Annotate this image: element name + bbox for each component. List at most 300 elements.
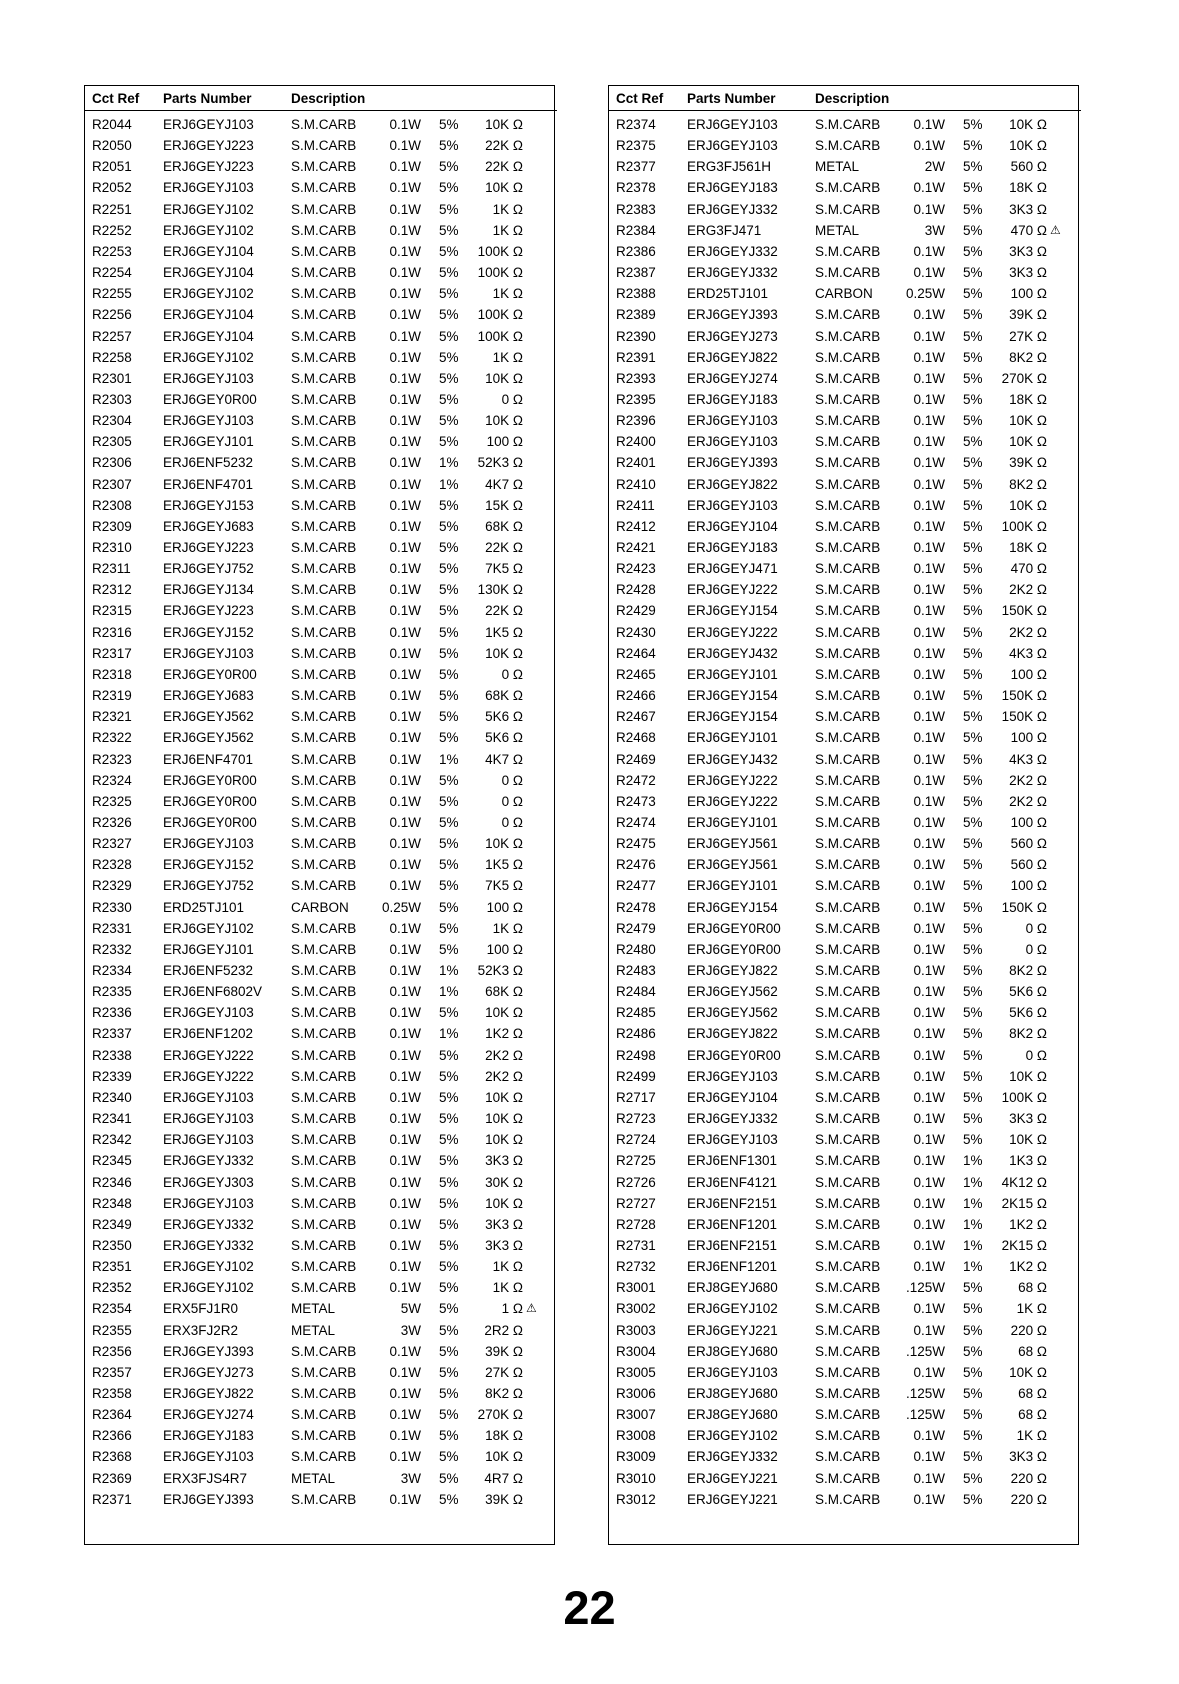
cct-ref-cell: R2326 xyxy=(92,814,132,830)
tolerance-cell: 1% xyxy=(963,1259,983,1275)
parts-number-cell: ERG3FJ471 xyxy=(687,222,762,238)
wattage-cell: 0.1W xyxy=(913,117,945,132)
value-cell: 10K Ω xyxy=(1009,413,1047,429)
tolerance-cell: 5% xyxy=(963,497,983,513)
parts-number-cell: ERJ6GEY0R00 xyxy=(163,814,257,830)
wattage-cell: 0.1W xyxy=(389,243,421,259)
tolerance-cell: 5% xyxy=(439,1089,459,1105)
parts-number-cell: ERJ6ENF5232 xyxy=(163,963,254,978)
tolerance-cell: 5% xyxy=(439,857,459,873)
cct-ref-cell: R2321 xyxy=(92,709,132,725)
description-cell: S.M.CARB xyxy=(815,1428,881,1444)
tolerance-cell: 5% xyxy=(439,518,459,534)
value-cell: 10K Ω xyxy=(1009,1364,1047,1380)
tolerance-cell: 5% xyxy=(963,159,983,175)
table-row xyxy=(85,516,554,537)
description-cell: S.M.CARB xyxy=(291,582,357,598)
cct-ref-cell: R2342 xyxy=(92,1132,132,1148)
tolerance-cell: 5% xyxy=(439,920,459,936)
value-cell: 150K Ω xyxy=(1001,688,1047,704)
tolerance-cell: 5% xyxy=(439,793,459,809)
table-row xyxy=(85,1214,554,1235)
value-cell: 4K7 Ω xyxy=(485,476,523,492)
cct-ref-cell: R2375 xyxy=(616,138,656,154)
tolerance-cell: 5% xyxy=(963,793,983,809)
tolerance-cell: 5% xyxy=(963,899,983,915)
wattage-cell: 0.1W xyxy=(389,201,421,217)
cct-ref-cell: R2391 xyxy=(616,349,656,365)
header-cct-ref: Cct Ref xyxy=(92,91,140,106)
description-cell: S.M.CARB xyxy=(291,180,357,196)
parts-number-cell: ERJ6ENF2151 xyxy=(687,1237,778,1253)
parts-number-cell: ERJ6GEY0R00 xyxy=(687,1047,781,1063)
parts-number-cell: ERJ6GEYJ101 xyxy=(687,730,778,746)
table-row xyxy=(609,600,1078,621)
value-cell: 8K2 Ω xyxy=(1009,349,1047,365)
value-cell: 1 Ω xyxy=(501,1301,523,1317)
parts-number-cell: ERJ6GEYJ822 xyxy=(687,963,778,978)
wattage-cell: 0.1W xyxy=(913,1428,945,1444)
tolerance-cell: 5% xyxy=(439,328,459,344)
parts-number-cell: ERJ6GEYJ103 xyxy=(163,117,254,132)
description-cell: S.M.CARB xyxy=(815,941,881,957)
description-cell: S.M.CARB xyxy=(815,899,881,915)
description-cell: METAL xyxy=(291,1470,336,1486)
description-cell: S.M.CARB xyxy=(815,1491,881,1507)
table-row xyxy=(85,1045,554,1066)
cct-ref-cell: R2467 xyxy=(616,709,656,725)
value-cell: 100 Ω xyxy=(486,899,523,915)
parts-number-cell: ERJ6GEYJ154 xyxy=(687,688,778,704)
tolerance-cell: 5% xyxy=(963,180,983,196)
cct-ref-cell: R2726 xyxy=(616,1174,656,1190)
value-cell: 10K Ω xyxy=(1009,138,1047,154)
tolerance-cell: 5% xyxy=(963,1068,983,1084)
table-row xyxy=(85,812,554,833)
cct-ref-cell: R2464 xyxy=(616,645,656,661)
table-row xyxy=(609,1172,1078,1193)
description-cell: S.M.CARB xyxy=(291,1449,357,1465)
table-row xyxy=(609,981,1078,1002)
tolerance-cell: 5% xyxy=(439,709,459,725)
wattage-cell: 0.1W xyxy=(913,1237,945,1253)
tolerance-cell: 5% xyxy=(439,645,459,661)
parts-number-cell: ERJ6GEYJ221 xyxy=(687,1470,778,1486)
wattage-cell: 0.1W xyxy=(913,1216,945,1232)
cct-ref-cell: R2355 xyxy=(92,1322,132,1338)
parts-number-cell: ERJ6ENF1201 xyxy=(687,1259,778,1275)
tolerance-cell: 5% xyxy=(963,1111,983,1127)
value-cell: 3K3 Ω xyxy=(1009,1449,1047,1465)
parts-number-cell: ERJ6ENF1201 xyxy=(687,1216,778,1232)
cct-ref-cell: R3003 xyxy=(616,1322,656,1338)
description-cell: S.M.CARB xyxy=(815,370,881,386)
cct-ref-cell: R2483 xyxy=(616,963,656,978)
tolerance-cell: 5% xyxy=(439,1195,459,1211)
wattage-cell: 0.1W xyxy=(913,540,945,555)
parts-number-cell: ERJ6GEYJ103 xyxy=(163,1089,254,1105)
table-row xyxy=(85,749,554,770)
cct-ref-cell: R2479 xyxy=(616,920,656,936)
description-cell: S.M.CARB xyxy=(291,688,357,704)
parts-number-cell: ERJ6GEYJ222 xyxy=(687,793,778,809)
tolerance-cell: 5% xyxy=(963,645,983,661)
table-row xyxy=(609,770,1078,791)
safety-warning-icon: ⚠ xyxy=(1050,222,1061,237)
wattage-cell: 0.1W xyxy=(389,688,421,704)
wattage-cell: 0.1W xyxy=(389,391,421,407)
value-cell: 1K Ω xyxy=(492,286,523,302)
value-cell: 5K6 Ω xyxy=(485,730,523,746)
value-cell: 0 Ω xyxy=(1025,920,1047,936)
parts-number-cell: ERJ6GEY0R00 xyxy=(163,391,257,407)
safety-warning-icon: ⚠ xyxy=(526,1301,537,1316)
description-cell: METAL xyxy=(291,1322,336,1338)
wattage-cell: 0.1W xyxy=(389,518,421,534)
parts-number-cell: ERJ6GEYJ103 xyxy=(687,1132,778,1148)
value-cell: 22K Ω xyxy=(485,138,523,154)
description-cell: S.M.CARB xyxy=(815,1470,881,1486)
cct-ref-cell: R2374 xyxy=(616,117,656,132)
table-row xyxy=(609,791,1078,812)
description-cell: S.M.CARB xyxy=(291,836,357,852)
cct-ref-cell: R2329 xyxy=(92,878,132,894)
wattage-cell: 0.1W xyxy=(389,307,421,323)
parts-number-cell: ERJ6GEYJ101 xyxy=(687,878,778,894)
cct-ref-cell: R2388 xyxy=(616,286,656,302)
tolerance-cell: 5% xyxy=(439,1216,459,1232)
wattage-cell: 0.1W xyxy=(389,1407,421,1423)
value-cell: 2K15 Ω xyxy=(1001,1195,1047,1211)
description-cell: S.M.CARB xyxy=(815,391,881,407)
parts-table-left xyxy=(84,85,555,1545)
description-cell: S.M.CARB xyxy=(291,1089,357,1105)
parts-number-cell: ERJ6ENF6802V xyxy=(163,984,263,1000)
wattage-cell: 2W xyxy=(924,159,945,175)
cct-ref-cell: R2396 xyxy=(616,413,656,429)
value-cell: 1K Ω xyxy=(492,201,523,217)
parts-number-cell: ERJ6GEYJ102 xyxy=(163,920,254,936)
cct-ref-cell: R2304 xyxy=(92,413,132,429)
table-row xyxy=(609,812,1078,833)
value-cell: 0 Ω xyxy=(501,772,523,788)
cct-ref-cell: R2332 xyxy=(92,941,132,957)
wattage-cell: 0.1W xyxy=(913,1047,945,1063)
cct-ref-cell: R2340 xyxy=(92,1089,132,1105)
table-row xyxy=(609,199,1078,220)
wattage-cell: 0.1W xyxy=(913,688,945,704)
value-cell: 39K Ω xyxy=(1009,455,1047,471)
parts-number-cell: ERJ6GEYJ102 xyxy=(163,1280,254,1296)
wattage-cell: 0.1W xyxy=(389,1026,421,1042)
value-cell: 22K Ω xyxy=(485,159,523,175)
tolerance-cell: 5% xyxy=(963,920,983,936)
description-cell: S.M.CARB xyxy=(815,497,881,513)
parts-number-cell: ERJ6ENF5232 xyxy=(163,455,254,471)
wattage-cell: 0.1W xyxy=(913,1132,945,1148)
table-row xyxy=(609,1404,1078,1425)
tolerance-cell: 5% xyxy=(963,370,983,386)
table-row xyxy=(609,1277,1078,1298)
tolerance-cell: 5% xyxy=(439,180,459,196)
cct-ref-cell: R2731 xyxy=(616,1237,656,1253)
value-cell: 3K3 Ω xyxy=(485,1153,523,1169)
table-row xyxy=(85,1404,554,1425)
wattage-cell: 0.1W xyxy=(913,1111,945,1127)
table-row xyxy=(85,262,554,283)
wattage-cell: 3W xyxy=(924,222,945,238)
cct-ref-cell: R2423 xyxy=(616,561,656,577)
description-cell: METAL xyxy=(815,159,860,175)
table-row xyxy=(85,770,554,791)
parts-number-cell: ERJ6GEYJ183 xyxy=(687,180,778,196)
value-cell: 270K Ω xyxy=(1001,370,1047,386)
value-cell: 39K Ω xyxy=(485,1491,523,1507)
cct-ref-cell: R2390 xyxy=(616,328,656,344)
table-row xyxy=(609,1298,1078,1319)
table-row xyxy=(609,749,1078,770)
description-cell: S.M.CARB xyxy=(815,1407,881,1423)
description-cell: S.M.CARB xyxy=(815,920,881,936)
table-row xyxy=(609,1425,1078,1446)
table-row xyxy=(609,1468,1078,1489)
cct-ref-cell: R2485 xyxy=(616,1005,656,1021)
wattage-cell: 0.1W xyxy=(913,328,945,344)
table-row xyxy=(85,643,554,664)
value-cell: 0 Ω xyxy=(501,793,523,809)
wattage-cell: 0.1W xyxy=(389,1216,421,1232)
table-row xyxy=(85,452,554,473)
description-cell: S.M.CARB xyxy=(815,1153,881,1169)
description-cell: S.M.CARB xyxy=(291,984,357,1000)
cct-ref-cell: R2421 xyxy=(616,540,656,555)
tolerance-cell: 5% xyxy=(439,561,459,577)
cct-ref-cell: R2351 xyxy=(92,1259,132,1275)
table-row xyxy=(85,156,554,177)
table-row xyxy=(609,283,1078,304)
cct-ref-cell: R2356 xyxy=(92,1343,132,1359)
table-row xyxy=(85,1150,554,1171)
tolerance-cell: 5% xyxy=(439,286,459,302)
parts-number-cell: ERJ6GEY0R00 xyxy=(163,772,257,788)
tolerance-cell: 5% xyxy=(439,138,459,154)
cct-ref-cell: R2316 xyxy=(92,624,132,640)
value-cell: 1K Ω xyxy=(1016,1301,1047,1317)
parts-number-cell: ERJ6GEYJ221 xyxy=(687,1322,778,1338)
tolerance-cell: 5% xyxy=(439,1068,459,1084)
parts-number-cell: ERJ6GEYJ223 xyxy=(163,540,254,555)
parts-number-cell: ERJ6GEYJ153 xyxy=(163,497,254,513)
description-cell: S.M.CARB xyxy=(291,751,357,767)
description-cell: S.M.CARB xyxy=(815,1111,881,1127)
wattage-cell: 0.1W xyxy=(913,1470,945,1486)
tolerance-cell: 5% xyxy=(963,963,983,978)
tolerance-cell: 5% xyxy=(439,117,459,132)
tolerance-cell: 5% xyxy=(963,1491,983,1507)
parts-number-cell: ERJ6GEYJ103 xyxy=(687,413,778,429)
wattage-cell: 0.1W xyxy=(913,666,945,682)
parts-number-cell: ERJ6GEYJ103 xyxy=(687,434,778,450)
tolerance-cell: 5% xyxy=(439,413,459,429)
table-row xyxy=(85,410,554,431)
table-row xyxy=(609,347,1078,368)
wattage-cell: 0.1W xyxy=(913,307,945,323)
cct-ref-cell: R2309 xyxy=(92,518,132,534)
tolerance-cell: 5% xyxy=(439,1449,459,1465)
parts-number-cell: ERJ6GEYJ103 xyxy=(687,138,778,154)
table-row xyxy=(609,1002,1078,1023)
value-cell: 1K Ω xyxy=(492,1280,523,1296)
table-row xyxy=(609,727,1078,748)
cct-ref-cell: R2717 xyxy=(616,1089,656,1105)
tolerance-cell: 5% xyxy=(963,730,983,746)
description-cell: S.M.CARB xyxy=(815,455,881,471)
table-row xyxy=(609,1235,1078,1256)
parts-number-cell: ERJ6GEYJ332 xyxy=(687,201,778,217)
parts-number-cell: ERJ6ENF4701 xyxy=(163,751,254,767)
tolerance-cell: 5% xyxy=(963,1343,983,1359)
wattage-cell: .125W xyxy=(905,1280,945,1296)
parts-number-cell: ERJ6GEYJ103 xyxy=(163,1449,254,1465)
wattage-cell: 0.1W xyxy=(389,1343,421,1359)
cct-ref-cell: R2723 xyxy=(616,1111,656,1127)
wattage-cell: .125W xyxy=(905,1386,945,1401)
value-cell: 10K Ω xyxy=(485,1089,523,1105)
value-cell: 1K Ω xyxy=(492,222,523,238)
cct-ref-cell: R2478 xyxy=(616,899,656,915)
header-divider xyxy=(609,110,1081,111)
wattage-cell: 0.1W xyxy=(913,561,945,577)
value-cell: 1K3 Ω xyxy=(1009,1153,1047,1169)
description-cell: S.M.CARB xyxy=(815,1237,881,1253)
tolerance-cell: 5% xyxy=(439,878,459,894)
value-cell: 7K5 Ω xyxy=(485,878,523,894)
parts-number-cell: ERJ6GEYJ102 xyxy=(163,222,254,238)
cct-ref-cell: R2484 xyxy=(616,984,656,1000)
parts-number-cell: ERJ6GEYJ103 xyxy=(163,1111,254,1127)
description-cell: S.M.CARB xyxy=(291,497,357,513)
wattage-cell: 0.1W xyxy=(913,1026,945,1042)
cct-ref-cell: R2486 xyxy=(616,1026,656,1042)
wattage-cell: 0.1W xyxy=(913,243,945,259)
description-cell: S.M.CARB xyxy=(815,476,881,492)
description-cell: S.M.CARB xyxy=(815,1174,881,1190)
table-row xyxy=(609,177,1078,198)
cct-ref-cell: R2315 xyxy=(92,603,132,619)
table-row xyxy=(85,1425,554,1446)
parts-number-cell: ERJ6GEYJ332 xyxy=(687,1449,778,1465)
value-cell: 0 Ω xyxy=(1025,1047,1047,1063)
wattage-cell: 0.1W xyxy=(389,455,421,471)
parts-number-cell: ERJ6GEYJ103 xyxy=(163,1132,254,1148)
parts-number-cell: ERX3FJ2R2 xyxy=(163,1322,239,1338)
value-cell: 560 Ω xyxy=(1010,857,1047,873)
parts-number-cell: ERJ6GEYJ222 xyxy=(687,624,778,640)
value-cell: 68 Ω xyxy=(1018,1386,1047,1401)
value-cell: 560 Ω xyxy=(1010,159,1047,175)
tolerance-cell: 5% xyxy=(439,1322,459,1338)
description-cell: S.M.CARB xyxy=(291,1407,357,1423)
parts-number-cell: ERJ6GEYJ332 xyxy=(687,265,778,281)
value-cell: 52K3 Ω xyxy=(477,455,523,471)
value-cell: 100K Ω xyxy=(477,328,523,344)
parts-number-cell: ERJ6GEYJ104 xyxy=(687,518,778,534)
table-row xyxy=(85,283,554,304)
tolerance-cell: 5% xyxy=(439,1111,459,1127)
cct-ref-cell: R2346 xyxy=(92,1174,132,1190)
value-cell: 8K2 Ω xyxy=(1009,1026,1047,1042)
cct-ref-cell: R2322 xyxy=(92,730,132,746)
description-cell: S.M.CARB xyxy=(291,540,357,555)
description-cell: S.M.CARB xyxy=(815,624,881,640)
description-cell: S.M.CARB xyxy=(291,1111,357,1127)
tolerance-cell: 5% xyxy=(963,117,983,132)
parts-number-cell: ERJ6GEYJ102 xyxy=(163,349,254,365)
value-cell: 5K6 Ω xyxy=(1009,984,1047,1000)
table-row xyxy=(85,1066,554,1087)
tolerance-cell: 1% xyxy=(963,1195,983,1211)
tolerance-cell: 5% xyxy=(439,349,459,365)
cct-ref-cell: R2357 xyxy=(92,1364,132,1380)
tolerance-cell: 5% xyxy=(963,1364,983,1380)
cct-ref-cell: R2345 xyxy=(92,1153,132,1169)
tolerance-cell: 5% xyxy=(439,1174,459,1190)
cct-ref-cell: R2310 xyxy=(92,540,132,555)
cct-ref-cell: R2330 xyxy=(92,899,132,915)
parts-number-cell: ERJ6GEYJ154 xyxy=(687,899,778,915)
wattage-cell: 0.1W xyxy=(389,1386,421,1401)
parts-number-cell: ERJ6GEYJ102 xyxy=(163,286,254,302)
cct-ref-cell: R2384 xyxy=(616,222,656,238)
cct-ref-cell: R2401 xyxy=(616,455,656,471)
description-cell: S.M.CARB xyxy=(815,1386,881,1401)
tolerance-cell: 5% xyxy=(963,476,983,492)
cct-ref-cell: R2327 xyxy=(92,836,132,852)
table-row xyxy=(85,431,554,452)
wattage-cell: 0.1W xyxy=(389,497,421,513)
wattage-cell: 0.1W xyxy=(913,1195,945,1211)
tolerance-cell: 5% xyxy=(963,1407,983,1423)
table-row xyxy=(85,622,554,643)
table-row xyxy=(609,1256,1078,1277)
value-cell: 10K Ω xyxy=(485,1195,523,1211)
description-cell: S.M.CARB xyxy=(291,307,357,323)
value-cell: 3K3 Ω xyxy=(1009,1111,1047,1127)
table-row xyxy=(609,156,1078,177)
parts-number-cell: ERJ6GEYJ103 xyxy=(163,370,254,386)
cct-ref-cell: R2324 xyxy=(92,772,132,788)
wattage-cell: 0.1W xyxy=(389,730,421,746)
value-cell: 10K Ω xyxy=(485,117,523,132)
description-cell: S.M.CARB xyxy=(815,1322,881,1338)
value-cell: 10K Ω xyxy=(1009,1068,1047,1084)
table-row xyxy=(609,622,1078,643)
wattage-cell: 0.1W xyxy=(913,455,945,471)
wattage-cell: 0.1W xyxy=(913,709,945,725)
parts-number-cell: ERJ6ENF1202 xyxy=(163,1026,254,1042)
wattage-cell: 0.1W xyxy=(389,1047,421,1063)
wattage-cell: 0.1W xyxy=(913,751,945,767)
description-cell: S.M.CARB xyxy=(815,730,881,746)
table-row xyxy=(85,706,554,727)
wattage-cell: 0.1W xyxy=(389,1259,421,1275)
cct-ref-cell: R2323 xyxy=(92,751,132,767)
parts-number-cell: ERJ6GEYJ103 xyxy=(163,645,254,661)
wattage-cell: 0.1W xyxy=(389,1491,421,1507)
parts-number-cell: ERJ6GEYJ561 xyxy=(687,836,778,852)
cct-ref-cell: R2412 xyxy=(616,518,656,534)
cct-ref-cell: R2325 xyxy=(92,793,132,809)
